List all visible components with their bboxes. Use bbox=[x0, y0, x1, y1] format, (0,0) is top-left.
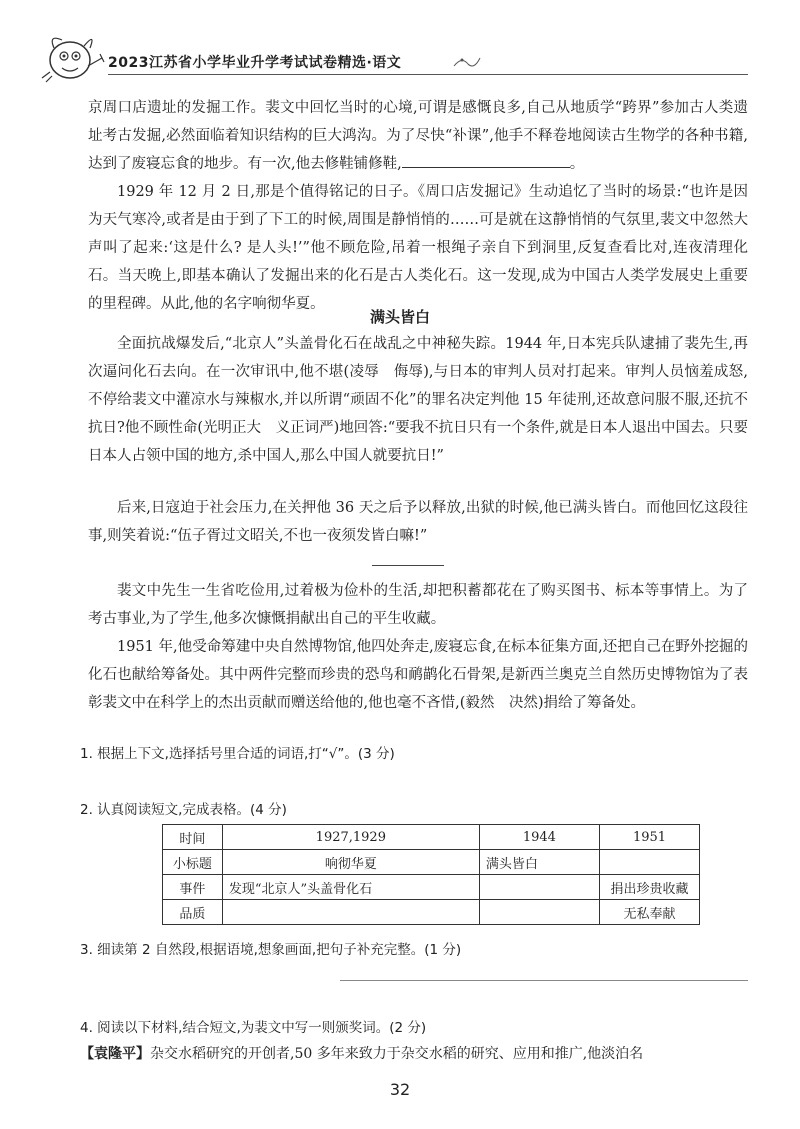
table-cell: 无私奉献 bbox=[599, 900, 699, 925]
table-cell: 响彻华夏 bbox=[222, 850, 479, 875]
table-cell: 小标题 bbox=[163, 850, 223, 875]
passage-paragraph-4: 后来,日寇迫于社会压力,在关押他 36 天之后予以释放,出狱的时候,他已满头皆白。而他回忆这段往事,则笑着说:“伍子胥过文昭关,不也一夜须发皆白嘛!” bbox=[88, 500, 748, 544]
answer-line[interactable] bbox=[340, 980, 748, 981]
section-subtitle: 满头皆白 bbox=[369, 308, 430, 326]
question-1: 1. 根据上下文,选择括号里合适的词语,打“√”。(3 分) bbox=[80, 746, 395, 762]
question-4: 4. 阅读以下材料,结合短文,为裴文中写一则颁奖词。(2 分) bbox=[80, 1020, 427, 1036]
section-divider bbox=[372, 565, 444, 566]
table-cell-blank[interactable] bbox=[599, 850, 699, 875]
reading-material bbox=[80, 1043, 770, 1063]
table-row bbox=[163, 875, 700, 900]
page-header bbox=[40, 28, 760, 84]
paragraph-1-text: 京周口店遗址的发掘工作。裴文中回忆当时的心境,可谓是感慨良多,自己从地质学“跨界”参加古人类遗址考古发掘,必然面临着知识结构的巨大鸿沟。为了尽快“补课”,他手不释卷地阅读古生物学的各种书籍,达到了废寝忘食的地步。有一次,他去修鞋铺修鞋, bbox=[88, 100, 748, 172]
answer-table bbox=[162, 824, 700, 925]
question-2: 2. 认真阅读短文,完成表格。(4 分) bbox=[80, 802, 287, 818]
paragraph-1-end: 。 bbox=[569, 156, 585, 172]
table-cell: 1927,1929 bbox=[222, 825, 479, 850]
decorative-flourish-icon bbox=[452, 54, 482, 70]
passage-paragraph-3: 全面抗战爆发后,“北京人”头盖骨化石在战乱之中神秘失踪。1944 年,日本宪兵队逮捕了裴先生,再次逼问化石去向。在一次审讯中,他不堪(凌辱 侮辱),与日本的审判人员对打起来。审判人员恼羞成怒,不停给裴文中灌凉水与辣椒水,并以所谓“顽固不化”的罪名决定判他 15 年徒刑,还故意问服不服,还抗不抗日?他不顾性命(光明正大 义正词严)地回答:“要我不抗日只有一个条件,就是日本人退出中国去。只要日本人占领中国的地方,杀中国人,那么中国人就要抗日!” bbox=[88, 336, 748, 464]
passage-paragraph-2: 1929 年 12 月 2 日,那是个值得铭记的日子。《周口店发掘记》生动追忆了当时的场景:“也许是因为天气寒冷,或者是由于到了下工的时候,周围是静悄悄的……可是就在这静悄悄的气氛里,裴文中忽然大声叫了起来:‘这是什么? 是人头!’”他不顾危险,吊着一根绳子亲自下到洞里,反复查看比对,连夜清理化石。当天晚上,即基本确认了发掘出来的化石是古人类化石。这一发现,成为中国古人类学发展史上重要的里程碑。从此,他的名字响彻华夏。 bbox=[88, 184, 748, 312]
table-cell: 1944 bbox=[479, 825, 599, 850]
table-cell: 时间 bbox=[163, 825, 223, 850]
table-row bbox=[163, 850, 700, 875]
header-title: 2023江苏省小学毕业升学考试试卷精选·语文 bbox=[108, 55, 402, 71]
table-cell-blank[interactable] bbox=[222, 900, 479, 925]
material-tag: 【袁隆平】 bbox=[80, 1046, 150, 1062]
table-cell: 捐出珍贵收藏 bbox=[599, 875, 699, 900]
table-cell: 事件 bbox=[163, 875, 223, 900]
table-row bbox=[163, 825, 700, 850]
material-text: 杂交水稻研究的开创者,50 多年来致力于杂交水稻的研究、应用和推广,他淡泊名 bbox=[150, 1046, 644, 1062]
fill-in-blank[interactable] bbox=[402, 151, 570, 168]
table-cell: 发现“北京人”头盖骨化石 bbox=[222, 875, 479, 900]
table-row bbox=[163, 900, 700, 925]
passage-paragraph-1 bbox=[88, 94, 748, 178]
header-rule bbox=[108, 74, 748, 75]
passage-paragraph-6: 1951 年,他受命筹建中央自然博物馆,他四处奔走,废寝忘食,在标本征集方面,还把自己在野外挖掘的化石也献给筹备处。其中两件完整而珍贵的恐鸟和鸸鹋化石骨架,是新西兰奥克兰自然历史博物馆为了表彰裴文中在科学上的杰出贡献而赠送给他的,他也毫不吝惜,(毅然 决然)捐给了筹备处。 bbox=[88, 639, 748, 711]
question-3: 3. 细读第 2 自然段,根据语境,想象画面,把句子补充完整。(1 分) bbox=[80, 942, 462, 958]
table-cell: 品质 bbox=[163, 900, 223, 925]
cartoon-mascot-icon bbox=[40, 28, 110, 84]
page-number: 32 bbox=[389, 1080, 411, 1099]
passage-paragraph-5: 裴文中先生一生省吃俭用,过着极为俭朴的生活,却把积蓄都花在了购买图书、标本等事情上。为了考古事业,为了学生,他多次慷慨捐献出自己的平生收藏。 bbox=[88, 583, 748, 627]
table-cell: 满头皆白 bbox=[479, 850, 599, 875]
table-cell-blank[interactable] bbox=[479, 875, 599, 900]
table-cell-blank[interactable] bbox=[479, 900, 599, 925]
table-cell: 1951 bbox=[599, 825, 699, 850]
